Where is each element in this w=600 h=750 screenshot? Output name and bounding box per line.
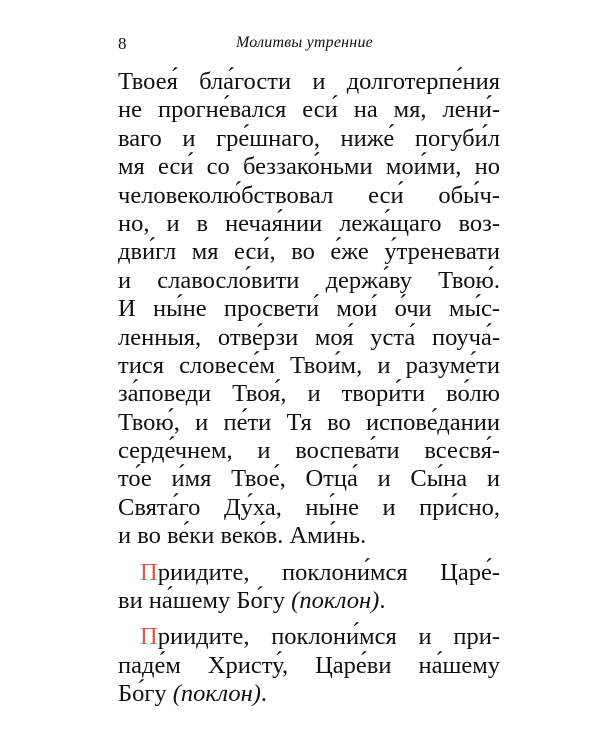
text-line <box>118 559 500 587</box>
red-initial: П <box>140 623 158 651</box>
running-head <box>118 34 498 58</box>
running-title: Молитвы утренние <box>236 34 373 51</box>
text-line: но, и в нечая́нии лежа́щаго воз- <box>118 209 500 237</box>
text-line: мя еси́ со беззако́ньми мои́ми, но <box>118 153 500 181</box>
text-line: Твою́, и пе́ти Тя во испове́дании <box>118 408 500 436</box>
line-text: риидите, поклони́мся и при- <box>157 623 500 651</box>
text-line: то́е и́мя Твое́, Отца́ и Сы́на и <box>118 465 500 493</box>
line-text: риидите, поклони́мся Царе́- <box>157 558 500 586</box>
line-text: Бо́гу <box>118 680 173 708</box>
text-line: Свята́го Ду́ха, ны́не и при́сно, <box>118 493 500 521</box>
text-line: И ны́не просвети́ мои́ о́чи мы́с- <box>118 295 500 323</box>
page-number: 8 <box>118 34 127 53</box>
paragraph-gap <box>118 551 500 559</box>
text-line: не прогне́вался еси́ на мя, лени́- <box>118 96 500 124</box>
text-line: и славосло́вити держа́ву Твою́. <box>118 266 500 294</box>
rubric-italic: (поклон) <box>172 680 261 708</box>
text-line: тися словесе́м Твои́м, и разуме́ти <box>118 351 500 379</box>
text-line: ваго и гре́шнаго, ниже́ погуби́л <box>118 124 500 152</box>
text-line: за́поведи Твоя́, и твори́ти во́лю <box>118 380 500 408</box>
prayer-text <box>118 68 500 709</box>
text-line: ленныя, отве́рзи моя́ уста́ поуча́- <box>118 323 500 351</box>
red-initial: П <box>140 558 158 586</box>
rubric-italic: (поклон) <box>291 587 380 615</box>
line-text: ви на́шему Бо́гу <box>118 587 292 615</box>
text-line <box>118 587 500 615</box>
text-line <box>118 623 500 651</box>
text-line: и во ве́ки веко́в. Ами́нь. <box>118 522 367 550</box>
text-line: серде́чнем, и воспева́ти всесвя́- <box>118 437 500 465</box>
line-text: . <box>379 587 386 615</box>
text-line: паде́м Христу́, Царе́ви на́шему <box>118 651 500 679</box>
text-line: дви́гл мя еси́, во е́же у́треневати <box>118 238 500 266</box>
text-line <box>118 680 500 708</box>
line-text: . <box>260 680 268 708</box>
text-line: человеколю́бствовал еси́ обы́ч- <box>118 181 500 209</box>
text-line: Твоея́ бла́гости и долготерпе́ния <box>118 68 500 95</box>
